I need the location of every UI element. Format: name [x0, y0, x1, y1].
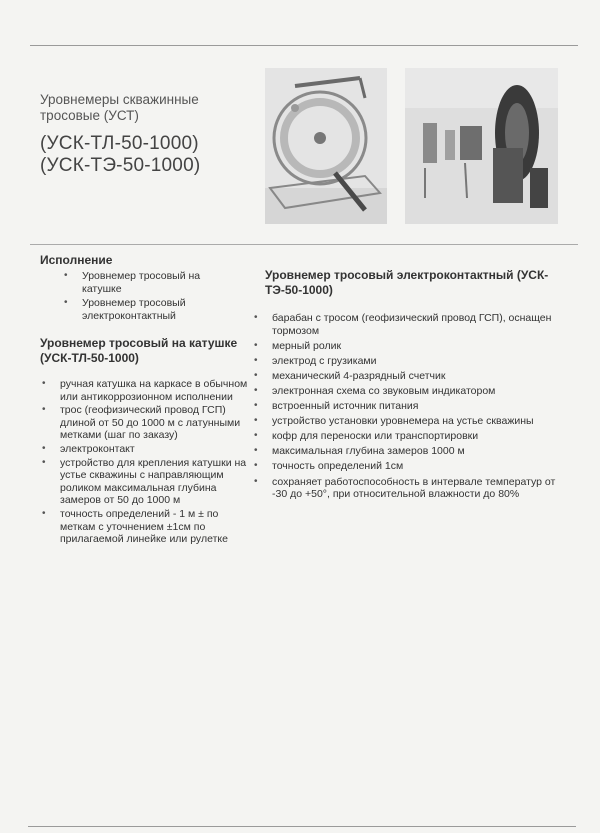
reel-gauge-features	[42, 378, 255, 547]
list-item: • точность определений 1см	[254, 460, 404, 473]
bullet-icon: •	[42, 456, 46, 468]
list-item: • ручная катушка на каркасе в обычном или антикоррозионном исполнении	[42, 378, 248, 403]
list-item: • механический 4-разрядный счетчик	[254, 369, 446, 382]
bottom-rule	[28, 826, 576, 827]
bullet-icon: •	[254, 354, 258, 366]
list-item: • трос (геофизический провод ГСП) длиной от 50 до 1000 м с латунными метками (шаг по заказу)	[42, 404, 241, 442]
bullet-icon: •	[42, 378, 46, 389]
list-item: • максимальная глубина замеров 1000 м	[254, 445, 465, 458]
bullet-icon: •	[254, 475, 258, 487]
bullet-icon: •	[254, 445, 258, 457]
list-item: • электронная схема со звуковым индикатором	[254, 384, 496, 397]
list-item: • барабан с тросом (геофизический провод ГСП), оснащен тормозом	[254, 312, 552, 337]
list-item: • встроенный источник питания	[254, 400, 419, 413]
list-item: • устройство для крепления катушки на устье скважины с направляющим роликом максимальная глубина замеров от 50 до 1000 м	[42, 456, 247, 507]
bullet-icon: •	[42, 507, 46, 519]
model-te-title: (УСК-ТЭ-50-1000)	[40, 155, 201, 176]
list-item: • Уровнемер тросовый на катушке	[64, 270, 201, 295]
list-item: • электрод с грузиками	[254, 354, 377, 367]
execution-list	[64, 270, 242, 324]
model-tl-title: (УСК-ТЛ-50-1000)	[40, 133, 199, 154]
bullet-icon: •	[254, 312, 258, 323]
electrocontact-gauge-features	[254, 312, 567, 503]
bullet-icon: •	[254, 369, 258, 381]
list-item: • Уровнемер тросовый электроконтактный	[64, 297, 186, 322]
electrocontact-gauge-heading: Уровнемер тросовый электроконтактный (УСК-ТЭ-50-1000)	[265, 268, 549, 297]
execution-heading: Исполнение	[40, 253, 113, 267]
list-item: • точность определений - 1 м ± по меткам с уточнением ±1см по прилагаемой линейке или рулетке	[42, 507, 228, 546]
bullet-icon: •	[42, 442, 46, 454]
reel-gauge-heading: Уровнемер тросовый на катушке (УСК-ТЛ-50-1000)	[40, 336, 238, 365]
bullet-icon: •	[254, 415, 258, 427]
top-rule	[30, 45, 578, 46]
product-subtitle: Уровнемеры скважинные тросовые (УСТ)	[40, 92, 199, 123]
electrocontact-gauge-photo	[405, 68, 558, 224]
list-item: • кофр для переноски или транспортировки	[254, 430, 479, 443]
section-divider	[30, 244, 578, 245]
bullet-icon: •	[254, 400, 258, 412]
bullet-icon: •	[254, 430, 258, 442]
bullet-icon: •	[42, 404, 46, 416]
bullet-icon: •	[254, 339, 258, 351]
list-item: • сохраняет работоспособность в интервале температур от -30 до +50°, при относительной влажности до 80%	[254, 475, 556, 501]
reel-gauge-photo	[265, 68, 387, 224]
bullet-icon: •	[64, 270, 68, 281]
bullet-icon: •	[254, 460, 258, 472]
list-item: • электроконтакт	[42, 442, 135, 455]
bullet-icon: •	[254, 384, 258, 396]
list-item: • мерный ролик	[254, 339, 342, 352]
bullet-icon: •	[64, 297, 68, 309]
list-item: • устройство установки уровнемера на устье скважины	[254, 415, 534, 428]
